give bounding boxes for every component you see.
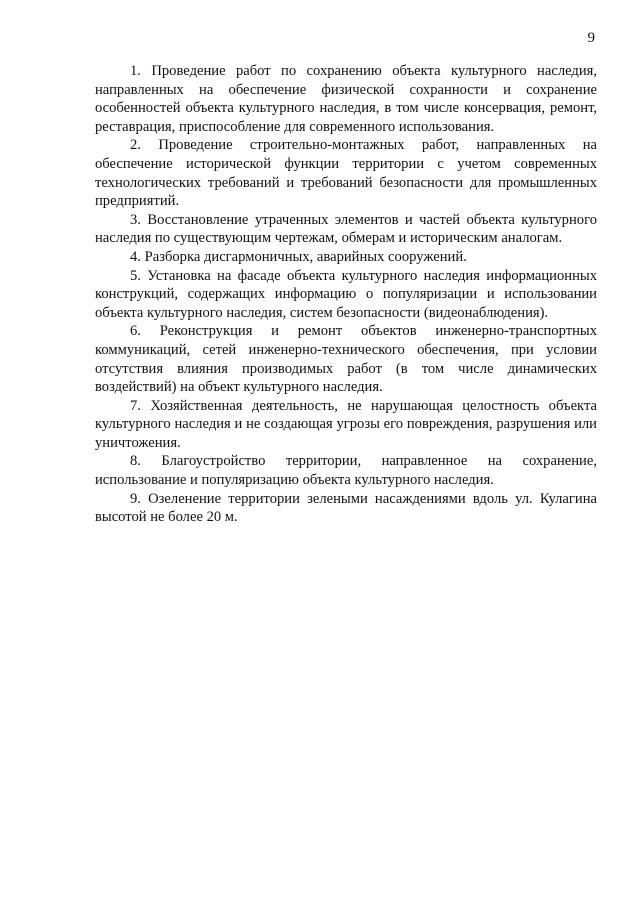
list-item-5: 5. Установка на фасаде объекта культурного наследия информационных конструкций, содержащих информацию о популяризации и использовании объекта культурного наследия, систем безопасности (видеонаблюдения). bbox=[95, 267, 597, 321]
list-item-2: 2. Проведение строительно-монтажных работ, направленных на обеспечение исторической функции территории с учетом современных технологических требований и требований безопасности для промышленных предприятий. bbox=[95, 137, 597, 210]
list-item-7: 7. Хозяйственная деятельность, не нарушающая целостность объекта культурного наследия и не создающая угрозы его повреждения, разрушения или уничтожения. bbox=[95, 397, 597, 451]
list-item-8: 8. Благоустройство территории, направленное на сохранение, использование и популяризацию объекта культурного наследия. bbox=[95, 453, 597, 489]
page-number: 9 bbox=[587, 30, 595, 46]
permitted-works-list bbox=[95, 62, 597, 527]
list-item-9: 9. Озеленение территории зелеными насаждениями вдоль ул. Кулагина высотой не более 20 м. bbox=[95, 490, 597, 526]
list-item-1: 1. Проведение работ по сохранению объекта культурного наследия, направленных на обеспечение физической сохранности и сохранение особенностей объекта культурного наследия, в том числе консервация, ремонт, реставрация, приспособление для современного использования. bbox=[95, 63, 597, 135]
list-item-4: 4. Разборка дисгармоничных, аварийных сооружений. bbox=[130, 248, 467, 265]
list-item-3: 3. Восстановление утраченных элементов и частей объекта культурного наследия по существующим чертежам, обмерам и историческим аналогам. bbox=[95, 211, 597, 247]
list-item-6: 6. Реконструкция и ремонт объектов инженерно-транспортных коммуникаций, сетей инженерно-технического обеспечения, при условии отсутствия влияния производимых работ (в том числе динамических воздействий) на объект культурного наследия. bbox=[95, 323, 597, 396]
